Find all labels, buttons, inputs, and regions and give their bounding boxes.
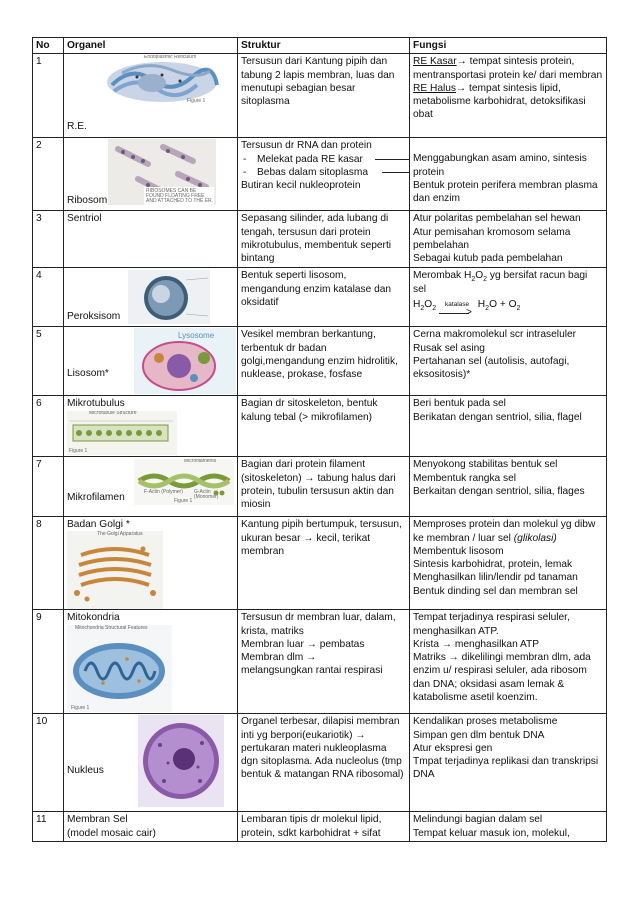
ribosom-dash-item: - Bebas dalam sitoplasma <box>241 166 406 179</box>
organel-name: Membran Sel <box>67 814 128 826</box>
organel-cell <box>64 138 238 211</box>
fungsi-line: Cerna makromolekul scr intraseluler <box>413 329 577 341</box>
row-no: 4 <box>33 268 64 327</box>
katalase-label: katalase <box>444 300 470 308</box>
subscript: 2 <box>432 304 437 312</box>
struktur-text: pertukaran materi nukleoplasma dgn sitoplasma. Ada nucleolus (tmp bentuk & matangan RNA ribosomal) <box>241 742 404 781</box>
struktur-cell <box>238 714 410 812</box>
table-row <box>33 812 607 842</box>
fungsi-line: Sebagai kutub pada pembelahan <box>413 253 563 265</box>
ribosom-struktur-line: Butiran kecil nukleoprotein <box>241 180 361 192</box>
struktur-cell <box>238 610 410 714</box>
fungsi-cell <box>410 327 607 396</box>
fungsi-line: Membentuk lisosom <box>413 545 504 557</box>
header-no: No <box>33 38 64 54</box>
connector-line <box>382 172 410 173</box>
struktur-text: kecil, terikat membran <box>241 532 371 557</box>
organel-cell <box>64 268 238 327</box>
arrow-icon: → <box>441 638 453 650</box>
organel-name: Sentriol <box>64 211 238 268</box>
struktur-text: Kantung pipih bertumpuk, tersusun, ukuran besar <box>241 519 402 544</box>
organel-cell <box>64 714 238 812</box>
fungsi-line: Sintesis karbohidrat, protein, lemak <box>413 559 573 571</box>
struktur-cell: Sepasang silinder, ada lubang di tengah, tersusun dari protein mikrotubulus, membentuk seperti bintang <box>238 211 410 268</box>
ribosome-caption: RIBOSOMES CAN BE FOUND FLOATING FREE AND ATTACHED TO THE ER. <box>146 188 214 205</box>
arrow-icon: → <box>355 729 366 741</box>
ribosome-image <box>108 139 216 205</box>
arrow-icon: → <box>306 652 317 664</box>
mitochondria-caption: Mitochondria Structural Features <box>75 625 148 632</box>
subscript: 2 <box>483 276 488 284</box>
mitochondria-figure: Figure 1 <box>71 705 90 712</box>
table-row <box>33 327 607 396</box>
microtubule-image <box>67 411 177 455</box>
struktur-line: melangsungkan rantai respirasi <box>241 665 383 677</box>
struktur-text: Bagian dari protein filament (sitoskeleton) <box>241 459 366 484</box>
struktur-text: Membran dlm <box>241 652 307 664</box>
struktur-text: Membran luar <box>241 638 307 650</box>
fungsi-text: dikelilingi membran dlm, ada enzim u/ respirasi seluler, ada ribosom dan DNA; oksidasi asam lemak & katabolisme asetil koenzim. <box>413 652 591 704</box>
row-no: 2 <box>33 138 64 211</box>
re-figure: Figure 1 <box>187 98 206 105</box>
formula-text: O <box>424 298 433 310</box>
struktur-text: tabung halus dari protein, tubulin tersusun aktin dan miosin <box>241 472 396 511</box>
fungsi-text: Krista <box>413 638 442 650</box>
row-no: 9 <box>33 610 64 714</box>
fungsi-cell <box>410 714 607 812</box>
subscript: 2 <box>420 304 425 312</box>
struktur-line: Tersusun dr membran luar, dalam, krista, matriks <box>241 612 396 637</box>
organel-name: Nukleus <box>67 765 104 777</box>
header-organel: Organel <box>64 38 238 54</box>
re-halus-text: tempat sintesis lipid, metabolisme karbohidrat, detoksifikasi obat <box>413 82 586 121</box>
re-kasar-text: tempat sintesis protein, mentransportasi protein ke/ dari membran <box>413 56 603 81</box>
formula-text: H <box>477 298 486 310</box>
fungsi-cell <box>410 268 607 327</box>
arrow-head: > <box>465 306 472 318</box>
fungsi-line: Beri bentuk pada sel <box>413 398 506 410</box>
struktur-text: Organel terbesar, dilapisi membran inti yg berpori(eukariotik) <box>241 716 400 741</box>
ribosom-dash-item: - Melekat pada RE kasar <box>241 153 406 166</box>
fungsi-line: Rusak sel asing <box>413 342 485 354</box>
microfilament-image <box>134 459 234 505</box>
fungsi-line: Bentuk dinding sel dan membran sel <box>413 585 578 597</box>
formula-text: O + O <box>489 298 517 310</box>
mitochondria-image <box>67 625 172 712</box>
fungsi-line: Memproses protein dan molekul yg dibw ke membran / luar sel <box>413 519 596 544</box>
formula-text: H <box>413 298 421 310</box>
arrow-icon: → <box>303 532 314 544</box>
peroxisome-image <box>128 270 210 324</box>
fungsi-line: Menghasilkan lilin/lendir pd tanaman <box>413 572 578 584</box>
fungsi-line: Tmpat terjadinya replikasi dan transkripsi DNA <box>413 756 599 781</box>
lysosome-caption: Lysosome <box>178 331 215 341</box>
fungsi-cell <box>410 517 607 610</box>
formula-text: Merombak H <box>413 270 472 282</box>
arrow-icon: → <box>456 56 467 68</box>
organel-cell <box>64 517 238 610</box>
struktur-cell: Lembaran tipis dr molekul lipid, protein, sdkt karbohidrat + sifat <box>238 812 410 842</box>
table-row <box>33 714 607 812</box>
organel-name: R.E. <box>67 121 87 133</box>
formula-text: yg bersifat racun bagi sel <box>413 270 588 295</box>
struktur-cell <box>238 517 410 610</box>
table-row <box>33 517 607 610</box>
golgi-image <box>67 531 163 609</box>
subscript: 2 <box>485 304 490 312</box>
arrow-icon: → <box>304 472 315 484</box>
row-no: 3 <box>33 211 64 268</box>
fungsi-line: Menggabungkan asam amino, sintesis protein <box>413 153 587 178</box>
ribosom-struktur-line: Tersusun dr RNA dan protein <box>241 140 372 152</box>
header-struktur: Struktur <box>238 38 410 54</box>
organel-cell <box>64 396 238 457</box>
struktur-cell: Tersusun dari Kantung pipih dan tabung 2 lapis membran, luas dan menutupi sebagian besar sitoplasma <box>238 54 410 138</box>
fungsi-line: Atur polaritas pembelahan sel hewan <box>413 213 581 225</box>
nucleus-image <box>138 715 224 807</box>
table-row <box>33 268 607 327</box>
row-no: 8 <box>33 517 64 610</box>
subscript: 2 <box>516 304 521 312</box>
organel-cell <box>64 610 238 714</box>
row-no: 7 <box>33 457 64 517</box>
fungsi-cell <box>410 54 607 138</box>
organel-name: Mikrofilamen <box>67 492 125 504</box>
struktur-cell: Vesikel membran berkantung, terbentuk dr badan golgi,mengandung enzim hidrolitik, nuklease, prokase, fosfase <box>238 327 410 396</box>
row-no: 1 <box>33 54 64 138</box>
gactin-label: G-Actin (Monomer) <box>194 489 219 501</box>
formula-text: O <box>475 270 484 282</box>
connector-line <box>375 159 410 160</box>
row-no: 5 <box>33 327 64 396</box>
organelle-table <box>32 37 607 842</box>
fungsi-line: Tempat keluar masuk ion, molekul, <box>413 827 570 839</box>
organel-name: Ribosom <box>67 195 108 207</box>
organel-name: Peroksisom <box>67 311 121 323</box>
organel-cell <box>64 457 238 517</box>
re-halus-label: RE Halus <box>413 82 457 94</box>
organel-name: Mitokondria <box>67 612 120 624</box>
fungsi-line: Kendalikan proses metabolisme <box>413 716 558 728</box>
organel-cell <box>64 812 238 842</box>
fungsi-line: Membentuk rangka sel <box>413 472 517 484</box>
fungsi-text: Matriks <box>413 652 449 664</box>
table-row <box>33 610 607 714</box>
arrow-icon: → <box>448 652 459 664</box>
fungsi-line: Menyokong stabilitas bentuk sel <box>413 459 558 471</box>
struktur-cell <box>238 138 410 211</box>
fungsi-cell <box>410 396 607 457</box>
fungsi-line: Berikatan dengan sentriol, silia, flagel <box>413 411 582 423</box>
microfilament-caption: Microfilaments <box>184 459 217 465</box>
arrow-icon: → <box>306 638 317 650</box>
arrow-icon: → <box>456 82 467 94</box>
fungsi-cell <box>410 812 607 842</box>
organel-name: Mikrotubulus <box>67 398 125 410</box>
fungsi-line: Tempat terjadinya respirasi seluler, menghasilkan ATP. <box>413 612 570 637</box>
organel-cell <box>64 327 238 396</box>
microtubule-caption: Microtubule Structure <box>89 411 137 417</box>
organel-name: Lisosom* <box>67 368 109 380</box>
fungsi-line: Atur pemisahan kromosom selama pembelahan <box>413 226 571 251</box>
factin-label: F-Actin (Polymer) <box>144 489 183 496</box>
organel-cell <box>64 54 238 138</box>
table-row <box>33 138 607 211</box>
microfilament-figure: Figure 1 <box>174 498 193 505</box>
struktur-cell: Bagian dr sitoskeleton, bentuk kalung tebal (> mikrofilamen) <box>238 396 410 457</box>
row-no: 11 <box>33 812 64 842</box>
fungsi-line: Simpan gen dlm bentuk DNA <box>413 729 545 741</box>
row-no: 6 <box>33 396 64 457</box>
organel-subtitle: (model mosaic cair) <box>67 827 156 839</box>
fungsi-cell <box>410 211 607 268</box>
struktur-cell <box>238 457 410 517</box>
table-row <box>33 54 607 138</box>
re-image <box>92 55 230 105</box>
table-header-row <box>33 38 607 54</box>
fungsi-text: menghasilkan ATP <box>452 638 540 650</box>
fungsi-line: Berkaitan dengan sentriol, silia, flages <box>413 485 585 497</box>
struktur-text: pembatas <box>316 638 365 650</box>
fungsi-cell <box>410 138 607 211</box>
re-caption: Endoplasmic Reticulum <box>144 55 197 61</box>
fungsi-italic: (glikolasi) <box>513 532 557 544</box>
golgi-caption: The Golgi Apparatus <box>97 531 143 538</box>
organel-name: Badan Golgi * <box>67 519 130 531</box>
struktur-cell: Bentuk seperti lisosom, mengandung enzim katalase dan oksidatif <box>238 268 410 327</box>
table-row <box>33 211 607 268</box>
fungsi-cell <box>410 610 607 714</box>
row-no: 10 <box>33 714 64 812</box>
re-kasar-label: RE Kasar <box>413 56 457 68</box>
lysosome-image <box>134 328 236 394</box>
table-row <box>33 457 607 517</box>
fungsi-cell <box>410 457 607 517</box>
fungsi-line: Melindungi bagian dalam sel <box>413 814 543 826</box>
fungsi-line: Atur ekspresi gen <box>413 742 493 754</box>
fungsi-line: Bentuk protein perifera membran plasma dan enzim <box>413 179 598 205</box>
fungsi-line: Pertahanan sel (autolisis, autofagi, eksositosis)* <box>413 355 570 381</box>
header-fungsi: Fungsi <box>410 38 607 54</box>
table-row <box>33 396 607 457</box>
microtubule-figure: Figure 1 <box>69 448 88 455</box>
subscript: 2 <box>471 276 476 284</box>
reaction-arrow-icon <box>439 313 469 314</box>
